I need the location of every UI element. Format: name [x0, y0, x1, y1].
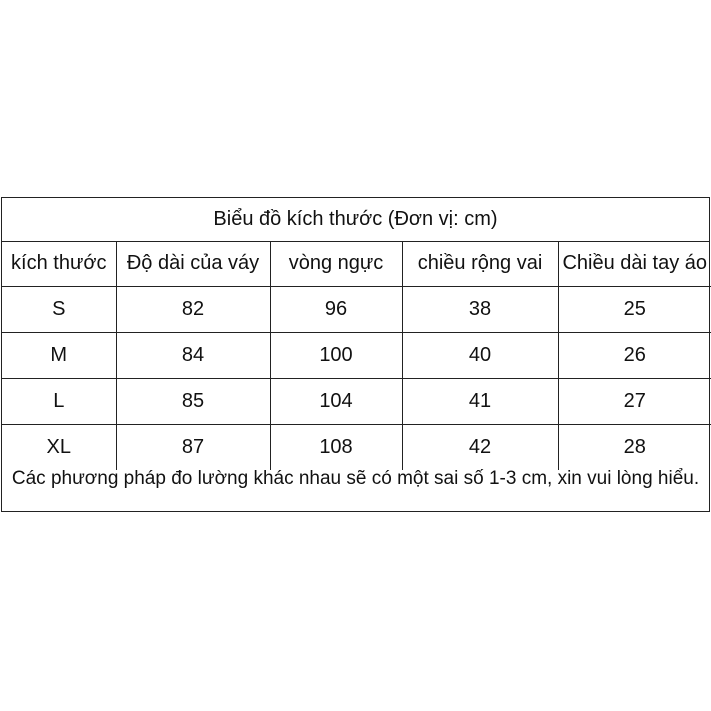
table-row — [2, 379, 711, 425]
column-header-sleeve-length: Chiều dài tay áo — [558, 241, 711, 287]
table-row — [2, 425, 711, 471]
column-header-bust: vòng ngực — [270, 241, 402, 287]
cell-bust: 100 — [270, 333, 402, 379]
cell-sleeve-length: 26 — [558, 333, 711, 379]
table-header-row — [2, 241, 711, 287]
column-header-shoulder-width: chiều rộng vai — [402, 241, 558, 287]
cell-sleeve-length: 25 — [558, 287, 711, 333]
cell-bust: 104 — [270, 379, 402, 425]
cell-size: S — [2, 287, 116, 333]
size-table — [2, 241, 711, 470]
cell-bust: 96 — [270, 287, 402, 333]
cell-sleeve-length: 28 — [558, 425, 711, 471]
cell-dress-length: 84 — [116, 333, 270, 379]
chart-title: Biểu đồ kích thước (Đơn vị: cm) — [2, 198, 709, 242]
column-header-dress-length: Độ dài của váy — [116, 241, 270, 287]
cell-dress-length: 82 — [116, 287, 270, 333]
cell-bust: 108 — [270, 425, 402, 471]
table-row — [2, 333, 711, 379]
column-header-size: kích thước — [2, 241, 116, 287]
cell-dress-length: 85 — [116, 379, 270, 425]
table-row — [2, 287, 711, 333]
cell-dress-length: 87 — [116, 425, 270, 471]
cell-shoulder-width: 42 — [402, 425, 558, 471]
size-chart — [1, 197, 710, 512]
cell-size: M — [2, 333, 116, 379]
measurement-note: Các phương pháp đo lường khác nhau sẽ có một sai số 1-3 cm, xin vui lòng hiểu. — [11, 468, 700, 489]
cell-size: XL — [2, 425, 116, 471]
cell-shoulder-width: 40 — [402, 333, 558, 379]
cell-shoulder-width: 38 — [402, 287, 558, 333]
cell-shoulder-width: 41 — [402, 379, 558, 425]
cell-sleeve-length: 27 — [558, 379, 711, 425]
cell-size: L — [2, 379, 116, 425]
